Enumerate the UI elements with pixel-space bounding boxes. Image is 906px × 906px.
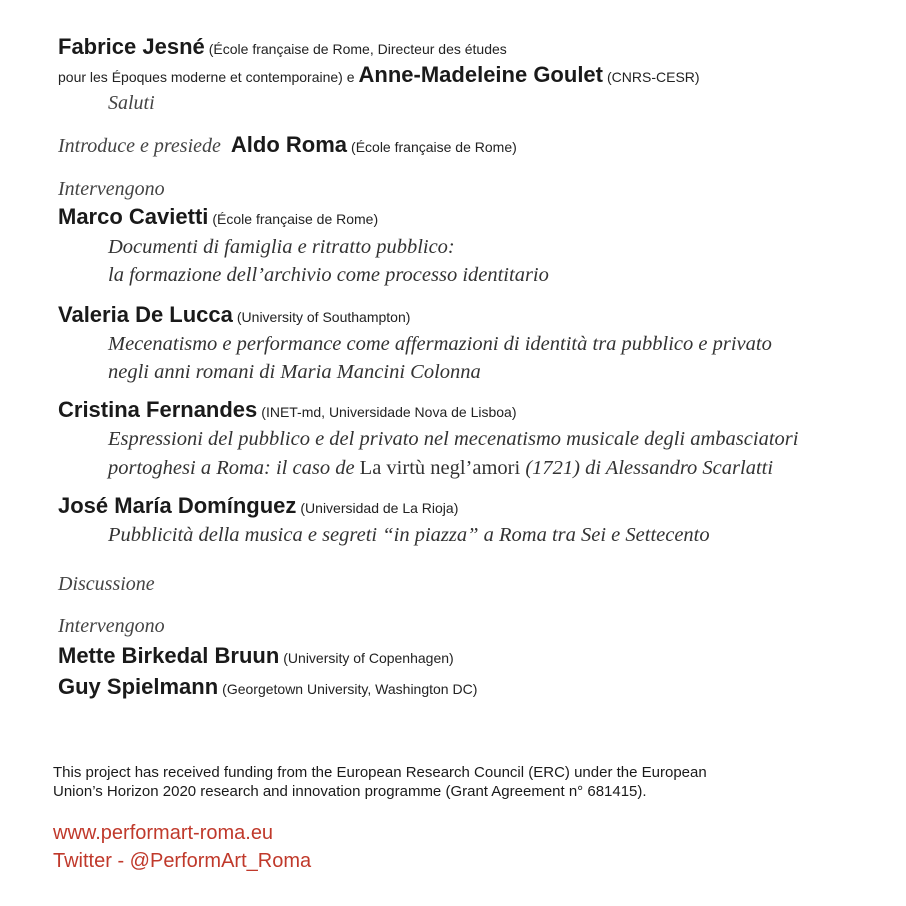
funding-text: This project has received funding from the European Research Council (ERC) under the European [53,764,707,781]
speaker-name: Marco Cavietti [58,204,209,229]
speaker-header [58,302,410,328]
session-label: Intervengono [58,178,165,200]
twitter-link[interactable]: Twitter - @PerformArt_Roma [53,850,312,872]
talk-title: Documenti di famiglia e ritratto pubblico: [108,236,455,258]
session-label: Intervengono [58,615,165,637]
speaker-name: José María Domínguez [58,493,297,518]
greeting-label: Saluti [108,92,155,114]
discussion-label: Discussione [58,573,155,595]
speaker-affiliation: (École française de Rome) [351,139,517,155]
speaker-name: Valeria De Lucca [58,302,233,327]
speaker-affiliation: (Universidad de La Rioja) [300,500,459,516]
speaker-affiliation: (University of Copenhagen) [283,650,454,666]
talk-title-part: portoghesi a Roma: il caso de [108,457,355,479]
talk-title: Espressioni del pubblico e del privato nel mecenatismo musicale degli ambasciatori [108,428,799,450]
work-title: La virtù negl’amori [359,457,521,479]
chair-line [58,132,517,158]
speaker-affiliation: (CNRS-CESR) [607,69,700,85]
speaker-header [58,204,378,230]
website-link[interactable]: www.performart-roma.eu [53,822,274,844]
speaker-name: Guy Spielmann [58,674,219,699]
talk-title: negli anni romani di Maria Mancini Colonna [108,361,481,383]
funding-text: Union’s Horizon 2020 research and innovation programme (Grant Agreement n° 681415). [53,783,647,800]
speaker-affiliation: (École française de Rome) [212,211,379,227]
chair-label: Introduce e presiede [58,135,221,157]
speaker-header [58,643,454,669]
speaker-name: Mette Birkedal Bruun [58,643,280,668]
speaker-name: Fabrice Jesné [58,34,205,59]
talk-title: Pubblicità della musica e segreti “in piazza” a Roma tra Sei e Settecento [108,524,710,546]
talk-title: Mecenatismo e performance come affermazioni di identità tra pubblico e privato [108,333,772,355]
speaker-name: Anne-Madeleine Goulet [358,62,603,87]
speaker-header [58,674,477,700]
speaker-affiliation: (Georgetown University, Washington DC) [222,681,478,697]
talk-title-line [108,457,773,480]
speaker-affiliation: (INET-md, Universidade Nova de Lisboa) [261,404,517,420]
speaker-affiliation: (École française de Rome, Directeur des études [208,41,507,57]
talk-title-part: (1721) di Alessandro Scarlatti [525,457,774,479]
speaker-name: Cristina Fernandes [58,397,258,422]
greeting-line-1 [58,34,507,60]
speaker-header [58,493,458,519]
greeting-line-2 [58,62,700,88]
talk-title: la formazione dell’archivio come processo identitario [108,264,549,286]
speaker-affiliation: pour les Époques moderne et contemporaine) e [58,69,355,85]
speaker-affiliation: (University of Southampton) [236,309,411,325]
speaker-name: Aldo Roma [230,132,348,157]
speaker-header [58,397,517,423]
